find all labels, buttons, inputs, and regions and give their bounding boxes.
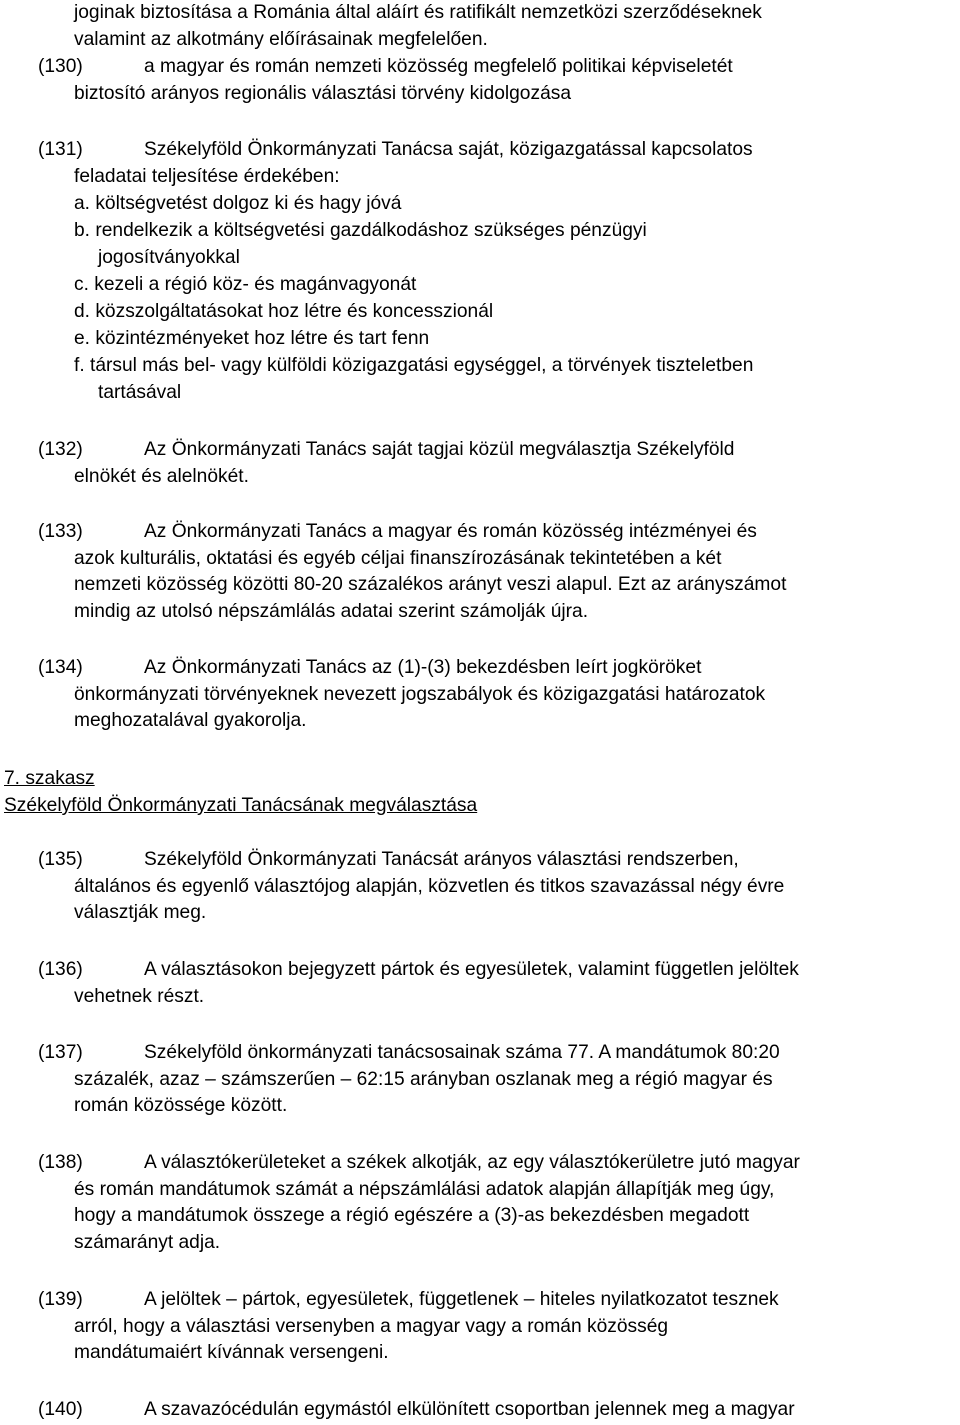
paragraph-text-line: román közössége között.: [74, 1095, 288, 1116]
paragraph-text-line: A választókerületeket a székek alkotják, az egy választókerületre jutó magyar: [144, 1152, 800, 1173]
paragraph-text-line: Székelyföld önkormányzati tanácsosainak száma 77. A mandátumok 80:20: [144, 1042, 780, 1063]
paragraph-text-line: nemzeti közösség közötti 80-20 százalékos arányt veszi alapul. Ezt az arányszámot: [74, 574, 787, 595]
list-item: e. közintézményeket hoz létre és tart fenn: [74, 328, 430, 349]
list-item: b. rendelkezik a költségvetési gazdálkodáshoz szükséges pénzügyi jogosítványokkal: [74, 220, 647, 268]
paragraph-text-line: Székelyföld Önkormányzati Tanácsát arányos választási rendszerben,: [144, 849, 739, 870]
paragraph-text-line: százalék, azaz – számszerűen – 62:15 arányban oszlanak meg a régió magyar és: [74, 1068, 773, 1090]
section-number: 7. szakasz: [4, 768, 95, 789]
paragraph-number: (133): [38, 521, 83, 542]
paragraph-text-line: Az Önkormányzati Tanács a magyar és román közösség intézményei és: [144, 521, 757, 542]
paragraph-text-line: mindig az utolsó népszámlálás adatai szerint számolják újra.: [74, 600, 589, 622]
paragraph-137: [38, 1040, 956, 1120]
paragraph-131: [38, 137, 956, 190]
intro-paragraph: [74, 0, 956, 53]
paragraph-number: (131): [38, 139, 83, 160]
paragraph-135: [38, 847, 956, 927]
paragraph-number: (137): [38, 1042, 83, 1063]
paragraph-text-line: arról, hogy a választási versenyben a magyar vagy a román közösség: [74, 1315, 669, 1337]
paragraph-number: (132): [38, 439, 83, 460]
paragraph-text-line: Az Önkormányzati Tanács saját tagjai közül megválasztja Székelyföld: [144, 439, 735, 460]
paragraph-134: [38, 655, 956, 735]
paragraph-text-line: és román mandátumok számát a népszámlálási adatok alapján állapítják meg úgy,: [74, 1178, 775, 1200]
paragraph-text-line: elnökét és alelnökét.: [74, 465, 249, 487]
list-item: c. kezeli a régió köz- és magánvagyonát: [74, 274, 417, 295]
intro-line-1: joginak biztosítása a Románia által aláírt és ratifikált nemzetközi szerződéseknek: [74, 2, 762, 23]
paragraph-number: (140): [38, 1399, 83, 1420]
paragraph-text-line: A jelöltek – pártok, egyesületek, függetlenek – hiteles nyilatkozatot tesznek: [144, 1289, 779, 1310]
paragraph-text-line: vehetnek részt.: [74, 985, 205, 1007]
paragraph-text-line: Székelyföld Önkormányzati Tanácsa saját, közigazgatással kapcsolatos: [144, 139, 753, 160]
paragraph-text-line: A szavazócédulán egymástól elkülönített csoportban jelennek meg a magyar: [144, 1399, 795, 1420]
paragraph-140: [38, 1397, 956, 1424]
paragraph-number: (139): [38, 1289, 83, 1310]
paragraph-138: [38, 1150, 956, 1256]
paragraph-number: (136): [38, 959, 83, 980]
paragraph-number: (138): [38, 1152, 83, 1173]
paragraph-text-line: Az Önkormányzati Tanács az (1)-(3) bekezdésben leírt jogköröket: [144, 657, 702, 678]
paragraph-text-line: meghozatalával gyakorolja.: [74, 710, 307, 731]
list-item: d. közszolgáltatásokat hoz létre és koncesszionál: [74, 301, 494, 322]
paragraph-132: [38, 437, 956, 490]
paragraph-text-line: mandátumaiért kívánnak versengeni.: [74, 1342, 389, 1363]
intro-line-2: valamint az alkotmány előírásainak megfelelően.: [74, 28, 488, 50]
paragraph-text-line: választják meg.: [74, 902, 207, 923]
paragraph-130: [38, 54, 956, 107]
paragraph-text-line: önkormányzati törvényeknek nevezett jogszabályok és közigazgatási határozatok: [74, 683, 766, 705]
paragraph-133: [38, 519, 956, 625]
paragraph-139: [38, 1287, 956, 1367]
paragraph-number: (135): [38, 849, 83, 870]
list-item: a. költségvetést dolgoz ki és hagy jóvá: [74, 193, 402, 214]
section-title: Székelyföld Önkormányzati Tanácsának megválasztása: [4, 795, 478, 816]
paragraph-136: [38, 957, 956, 1010]
paragraph-text-line: biztosító arányos regionális választási törvény kidolgozása: [74, 82, 572, 104]
paragraph-text-line: a magyar és román nemzeti közösség megfelelő politikai képviseletét: [144, 56, 733, 77]
paragraph-text-line: A választásokon bejegyzett pártok és egyesületek, valamint független jelöltek: [144, 959, 799, 980]
paragraph-number: (130): [38, 56, 83, 77]
paragraph-text-line: számarányt adja.: [74, 1231, 221, 1253]
paragraph-number: (134): [38, 657, 83, 678]
list-item: f. társul más bel- vagy külföldi közigazgatási egységgel, a törvények tiszteletben tartásával: [74, 355, 754, 403]
paragraph-text-line: feladatai teljesítése érdekében:: [74, 165, 340, 187]
paragraph-text-line: hogy a mandátumok összege a régió egészére a (3)-as bekezdésben megadott: [74, 1205, 750, 1226]
paragraph-text-line: általános és egyenlő választójog alapján, közvetlen és titkos szavazással négy évre: [74, 875, 785, 897]
paragraph-text-line: azok kulturális, oktatási és egyéb céljai finanszírozásának tekintetében a két: [74, 547, 722, 569]
